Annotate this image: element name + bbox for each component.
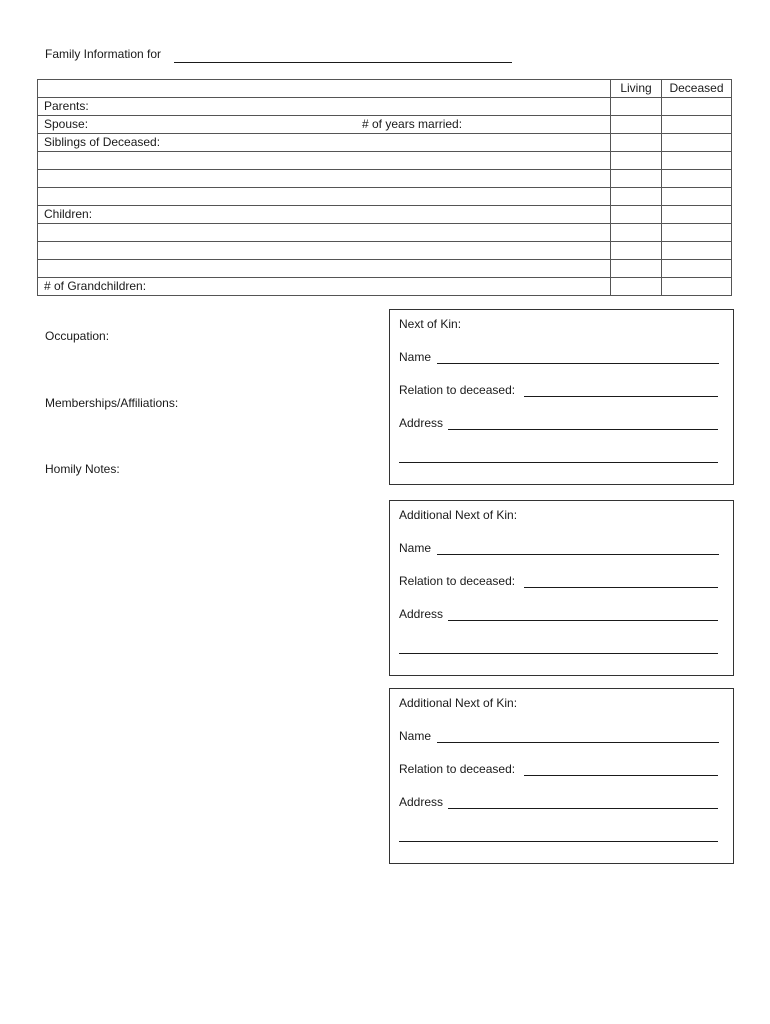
living-cell[interactable] [611, 260, 662, 278]
living-cell[interactable] [611, 134, 662, 152]
deceased-cell[interactable] [662, 260, 732, 278]
kin-relation-label: Relation to deceased: [399, 762, 516, 776]
kin-box-title: Additional Next of Kin: [399, 508, 518, 522]
living-cell[interactable] [611, 98, 662, 116]
table-header-blank [38, 80, 611, 98]
deceased-cell[interactable] [662, 134, 732, 152]
table-row-spouse [38, 116, 732, 134]
occupation-label: Occupation: [45, 329, 110, 343]
kin-relation-field[interactable] [524, 775, 718, 776]
table-row [38, 152, 732, 170]
table-row [38, 170, 732, 188]
family-name-field[interactable] [174, 62, 512, 63]
col-deceased-header: Deceased [662, 80, 732, 98]
living-cell[interactable] [611, 188, 662, 206]
deceased-cell[interactable] [662, 188, 732, 206]
living-cell[interactable] [611, 242, 662, 260]
homily-notes-label: Homily Notes: [45, 462, 120, 476]
table-row-children [38, 206, 732, 224]
table-row [38, 242, 732, 260]
kin-name-label: Name [399, 350, 432, 364]
kin-address-field[interactable] [448, 620, 718, 621]
table-header-row [38, 80, 732, 98]
kin-box-title: Next of Kin: [399, 317, 462, 331]
kin-address-line-2[interactable] [399, 841, 718, 842]
years-married-label: # of years married: [362, 117, 463, 131]
siblings-label[interactable]: Siblings of Deceased: [38, 134, 611, 152]
kin-address-label: Address [399, 607, 444, 621]
kin-name-label: Name [399, 541, 432, 555]
child-entry[interactable] [38, 242, 611, 260]
living-cell[interactable] [611, 152, 662, 170]
kin-address-label: Address [399, 795, 444, 809]
additional-next-of-kin-box [389, 688, 734, 864]
child-entry[interactable] [38, 260, 611, 278]
deceased-cell[interactable] [662, 116, 732, 134]
living-cell[interactable] [611, 170, 662, 188]
table-row [38, 224, 732, 242]
form-title: Family Information for [45, 47, 162, 61]
parents-label[interactable]: Parents: [38, 98, 611, 116]
kin-name-field[interactable] [437, 554, 719, 555]
living-cell[interactable] [611, 224, 662, 242]
spouse-cell[interactable] [38, 116, 611, 134]
memberships-label: Memberships/Affiliations: [45, 396, 179, 410]
deceased-cell[interactable] [662, 152, 732, 170]
kin-box-title: Additional Next of Kin: [399, 696, 518, 710]
next-of-kin-box [389, 309, 734, 485]
child-entry[interactable] [38, 224, 611, 242]
living-cell[interactable] [611, 116, 662, 134]
kin-name-field[interactable] [437, 742, 719, 743]
table-row-siblings [38, 134, 732, 152]
table-row [38, 188, 732, 206]
kin-relation-label: Relation to deceased: [399, 574, 516, 588]
kin-relation-label: Relation to deceased: [399, 383, 516, 397]
sibling-entry[interactable] [38, 170, 611, 188]
deceased-cell[interactable] [662, 206, 732, 224]
living-cell[interactable] [611, 278, 662, 296]
deceased-cell[interactable] [662, 278, 732, 296]
deceased-cell[interactable] [662, 224, 732, 242]
kin-address-line-2[interactable] [399, 653, 718, 654]
table-row [38, 260, 732, 278]
col-living-header: Living [611, 80, 662, 98]
spouse-label: Spouse: [44, 117, 89, 131]
deceased-cell[interactable] [662, 242, 732, 260]
kin-address-line-2[interactable] [399, 462, 718, 463]
children-label[interactable]: Children: [38, 206, 611, 224]
kin-name-label: Name [399, 729, 432, 743]
kin-relation-field[interactable] [524, 396, 718, 397]
sibling-entry[interactable] [38, 188, 611, 206]
living-cell[interactable] [611, 206, 662, 224]
table-row-grandchildren [38, 278, 732, 296]
deceased-cell[interactable] [662, 98, 732, 116]
family-table [37, 79, 732, 296]
kin-name-field[interactable] [437, 363, 719, 364]
additional-next-of-kin-box [389, 500, 734, 676]
kin-relation-field[interactable] [524, 587, 718, 588]
kin-address-field[interactable] [448, 429, 718, 430]
deceased-cell[interactable] [662, 170, 732, 188]
kin-address-field[interactable] [448, 808, 718, 809]
kin-address-label: Address [399, 416, 444, 430]
table-row-parents [38, 98, 732, 116]
sibling-entry[interactable] [38, 152, 611, 170]
grandchildren-label[interactable]: # of Grandchildren: [38, 278, 611, 296]
